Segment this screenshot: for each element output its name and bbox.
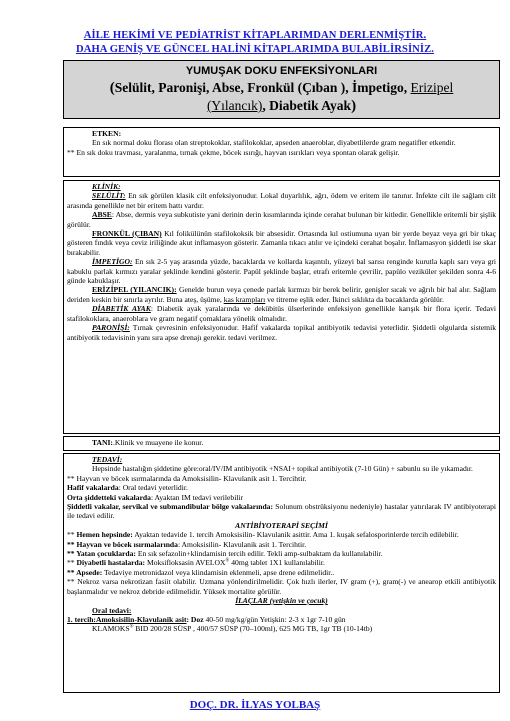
etken-paragraph: En sık normal doku florası olan streptokoklar, stafilokoklar, apseden anaeroblar, diyabetlilerde gram negatifler etkendir.	[92, 138, 456, 148]
secim-2: ** Hayvan ve böcek ısırmalarında: Amoksisilin- Klavulanik asit 1. Tercihtir.	[67, 539, 307, 549]
etken-heading: ETKEN:	[92, 129, 122, 138]
tedavi-section	[63, 453, 500, 693]
header-banner-line-2: DAHA GENİŞ VE GÜNCEL HALİNİ KİTAPLARIMDA BULABİLİRSİNİZ.	[75, 44, 435, 55]
tani-paragraph: TANI:.Klinik ve muayene ile konur.	[92, 438, 204, 447]
kas-kramplari-link[interactable]: kas krampları	[223, 294, 266, 304]
abse-paragraph: ABSE: Abse, dermis veya subkutiste yani derinin derin kısımlarında içinde cerahat bulunan bir kitledir. Genellikle eritemli bir şişlik görülür.	[67, 210, 496, 229]
etken-note: ** En sık doku travması, yaralanma, tırnak çekme, böcek ısırığı, hayvan ısırıkları veya spontan olarak gelişir.	[67, 147, 400, 157]
hafif-paragraph: Hafif vakalarda: Oral tedavi yeterlidir.	[67, 483, 188, 493]
secim-3: ** Yatan çocuklarda: En sık sefazolin+klindamisin tercih edilir. Tekli amp-sulbaktam da kullanılabilir.	[67, 549, 383, 559]
document-subtitle: (Selülit, Paronişi, Abse, Fronkül (Çıban ), İmpetigo, Erizipel (Yılancık), Diabetik Ayak)	[109, 80, 454, 114]
selulit-paragraph: SELÜLİT: En sık görülen klasik cilt enfeksiyonudur. Lokal duyarlılık, ağrı, ödem ve eritem ile tanınır. İnfekte cilt ile sağlam cilt arasında genellikle net bir eritem hattı vardır.	[67, 191, 496, 210]
author-name: DOÇ. DR. İLYAS YOLBAŞ	[189, 699, 321, 711]
oral-line-2: KLAMOKS® BID 200/28 SÜSP , 400/57 SÜSP (70–100ml), 625 MG TB, 1gr TB (10-14tb)	[92, 624, 373, 634]
secim-6: ** Nekroz varsa nekrotizan fasiit olabilir. Uzmana yönlendirilmelidir. Çok hızlı ilerler, IV gram (+), gram(-) ve anearop etkili antibiyotik başlanmalıdır ve nekroz debride edilmelidir. Yüksek mortalite görülür.	[67, 577, 496, 596]
tedavi-paragraph-1: Hepsinde hastalığın şiddetine göre:oral/IV/IM antibiyotik +NSAI+ topikal antibiyotik (7-10 Gün) + sabunlu su ile yıkamadır.	[92, 464, 473, 474]
tedavi-heading: TEDAVİ:	[92, 455, 123, 464]
erizipel-paragraph: ERİZİPEL (YILANCIK): Genelde burun veya çenede parlak kırmızı bir berek belirir, genişler sıcak ve ağrılı bir hal alır. Sağlam deriden keskin bir sınırla ayrılır. Buna ateş, üşüme, kas krampları ve titreme eşlik eder. İkinci sıklıkta da bacaklarda görülür.	[67, 285, 496, 304]
yilancik-link[interactable]: (Yılancık)	[206, 98, 263, 113]
erizipel-link[interactable]: Erizipel	[410, 80, 454, 95]
antibiyoterapi-heading: ANTİBİYOTERAPİ SEÇİMİ	[235, 520, 328, 530]
ilaclar-heading: İLAÇLAR (yetişkin ve çocuk)	[235, 596, 328, 606]
secim-1: ** Hemen hepsinde: Ayaktan tedavide 1. tercih Amoksisilin- Klavulanik asittir. Ama 1. kuşak sefalosporinlerde tercih edilebilir.	[67, 530, 459, 540]
header-banner-line-1: AİLE HEKİMİ VE PEDİATRİST KİTAPLARIMDAN DERLENMİŞTİR.	[83, 30, 427, 41]
title-box	[63, 60, 500, 119]
impetigo-paragraph: İMPETİGO: En sık 2-5 yaş arasında yüzde, bacaklarda ve kollarda kaşıntılı, yüzeyi bal sarısı renginde kurutla kaplı sarı veya gri kabuklu parlak kırmızı yaralar şeklinde kendini gösterir. Papül şeklinde başlar, etrafı eritemle çevrilir, papülo veziküler şekilden sonra 4-6 günde kabuklaşır.	[67, 257, 496, 286]
klinik-heading: KLİNİK:	[92, 182, 121, 191]
paronisi-paragraph: PARONİŞİ: Tırnak çevresinin enfeksiyonudur. Hafif vakalarda topikal antibiyotik tedavisi yeterlidir. Şiddetli olgularda sistemik antibiyotik tedavisinin yanı sıra apse drenajı gerekir. tedavi verilmez.	[67, 323, 496, 342]
secim-4: ** Diyabetli hastalarda: Moksifloksasin AVELOX® 40mg tablet 1X1 kullanılabilir.	[67, 558, 325, 568]
oral-tedavi-heading: Oral tedavi:	[92, 605, 132, 615]
document-title: YUMUŞAK DOKU ENFEKSİYONLARI	[185, 65, 378, 77]
diabetik-paragraph: DİABETİK AYAK: Diabetik ayak yaralarında ve dekübitüs ülserlerinde enfeksiyon genellikle karışık bir flora içerir. Tedavi stafilokoklara, anaeroblara ve gram negatif çomaklara yönelik olmalıdır.	[67, 304, 496, 323]
orta-paragraph: Orta şiddetteki vakalarda: Ayaktan IM tedavi verilebilir	[67, 492, 244, 502]
secim-5: ** Apsede: Tedaviye metronidazol veya klindamisin eklenmeli, apse drene edilmelidir..	[67, 567, 335, 577]
oral-line-1: 1. tercih:Amoksisilin-Klavulanik asit: Doz 40-50 mg/kg/gün Yetişkin: 2-3 x 1gr 7-10 gün	[67, 614, 346, 624]
tedavi-paragraph-2: ** Hayvan ve böcek ısırmalarında da Amoksisilin- Klavulanik asit 1. Tercihtir.	[67, 473, 307, 483]
fronkul-paragraph: FRONKÜL (ÇIBAN) Kıl folikülünün stafilokoksik bir absesidir. Ortasında kıl ostiumuna uyan bir yerde beyaz veya gri bir tıkaç gösteren fındık veya ceviz iriliğinde akut inflamasyon gösterir. Zamanla tıkacı atılır ve içindeki cerahat boşalır. İnflamasyon şiddetli ise skar bırakabilir.	[67, 229, 496, 257]
klinik-section	[63, 180, 500, 434]
tani-section	[63, 436, 500, 451]
etken-section	[63, 127, 500, 177]
siddetli-paragraph: Şiddetli vakalar, servikal ve submandibular bölge vakalarında: Solunum obstrüksiyonu nedeniyle) hastalar yatırılarak IV antibiyoterapi ile tedavi edilir.	[67, 502, 496, 521]
